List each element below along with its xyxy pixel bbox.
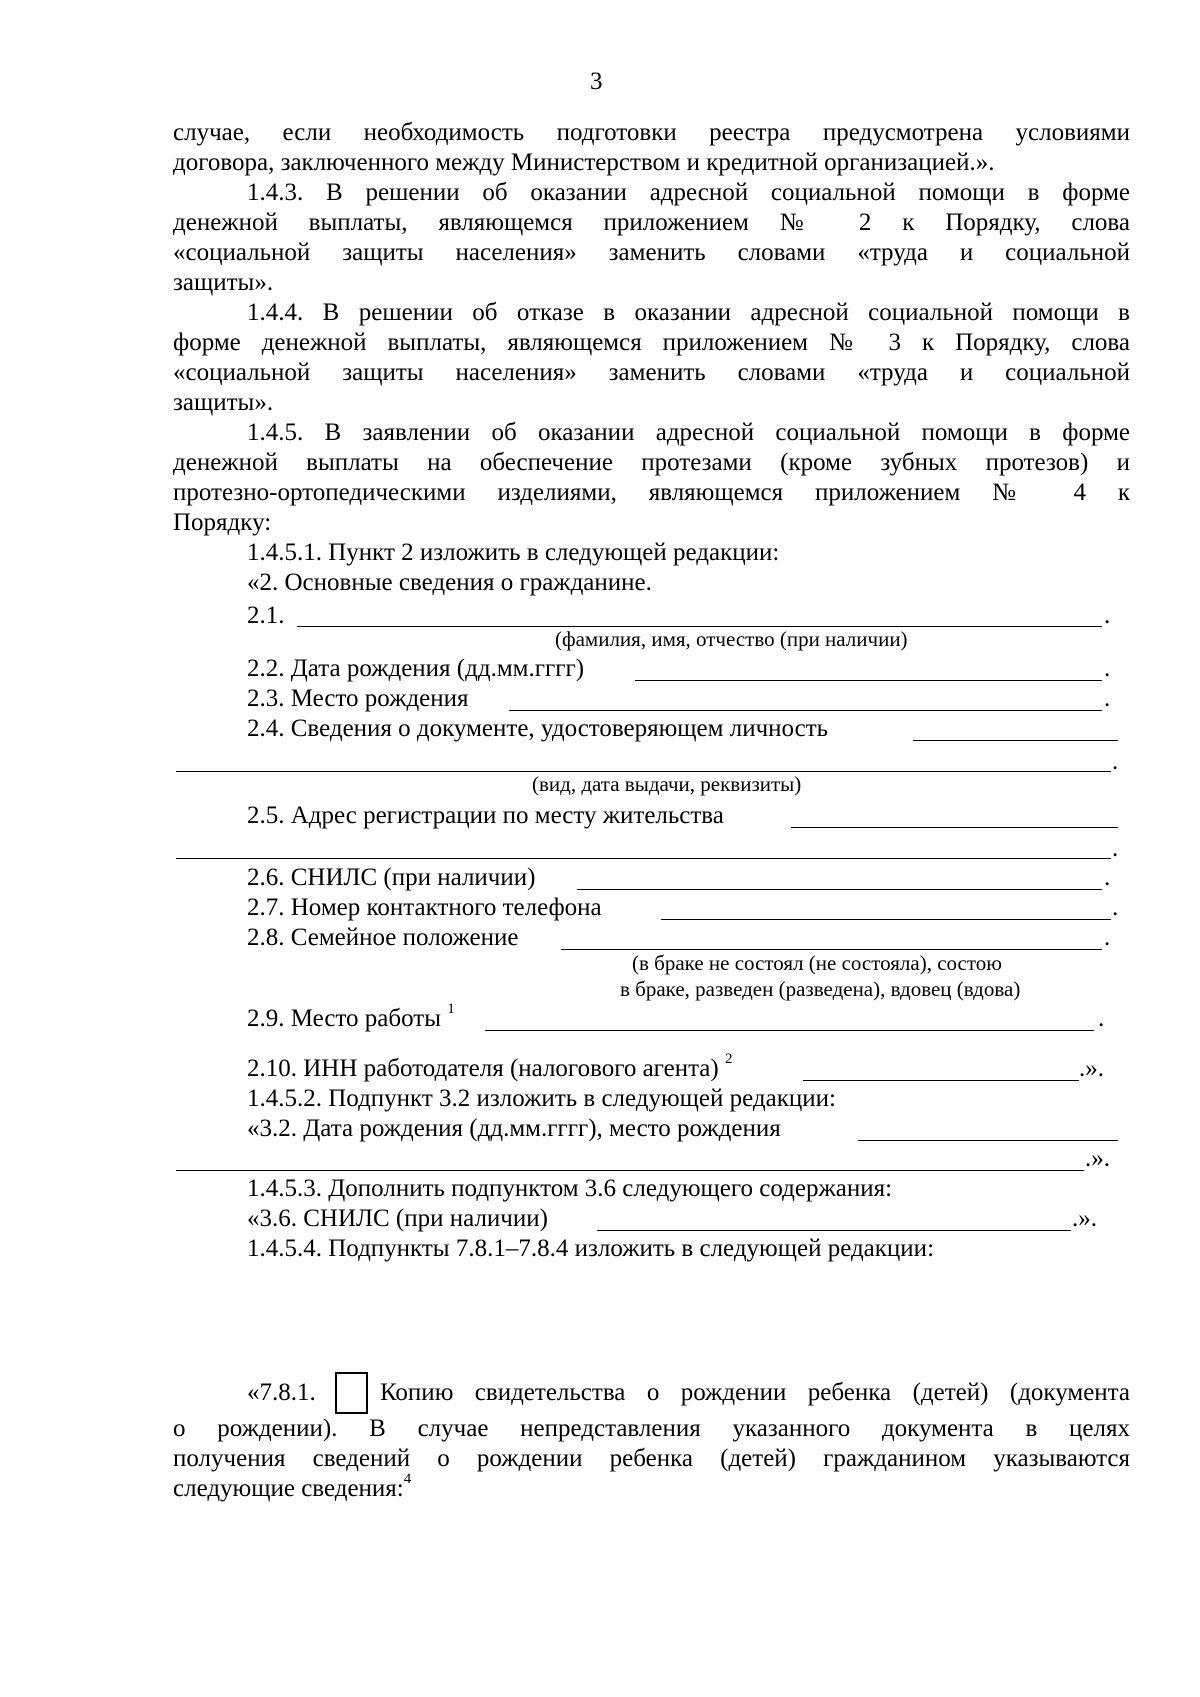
paragraph-line: 1.4.5.3. Дополнить подпунктом 3.6 следующего содержания: xyxy=(247,1175,893,1202)
paragraph-line: 1.4.5.2. Подпункт 3.2 изложить в следующей редакции: xyxy=(247,1085,836,1112)
period: . xyxy=(1112,748,1119,775)
paragraph-line: следующие сведения:$^4$ xyxy=(173,1470,412,1502)
period: . xyxy=(1112,894,1119,921)
paragraph-line: Порядку: xyxy=(173,509,272,536)
paragraph-line: «2. Основные сведения о гражданине. xyxy=(247,569,652,596)
footnote-ref: 1 xyxy=(447,1000,455,1017)
form-field-label: 2.8. Семейное положение xyxy=(247,924,519,951)
form-field-label: 2.6. СНИЛС (при наличии) xyxy=(247,864,536,891)
paragraph-line: протезно-ортопедическими изделиями, являющемся приложением № 4 к xyxy=(173,479,1130,506)
paragraph-line: договора, заключенного между Министерством и кредитной организацией.». xyxy=(173,149,995,176)
fill-line xyxy=(485,1030,1094,1031)
closing-quote: .». xyxy=(1072,1205,1097,1232)
field-caption: (в браке не состоял (не состояла), состою xyxy=(632,951,1002,975)
item-number: «7.8.1. xyxy=(247,1379,316,1406)
closing-quote: .». xyxy=(1085,1145,1110,1172)
form-field-label: 2.3. Место рождения xyxy=(247,685,469,712)
field-caption: (вид, дата выдачи, реквизиты) xyxy=(532,772,802,796)
fill-line xyxy=(858,1140,1118,1141)
form-field-label: 2.5. Адрес регистрации по месту жительства xyxy=(247,802,724,829)
paragraph-line: 1.4.5. В заявлении об оказании адресной социальной помощи в форме xyxy=(247,419,1130,446)
paragraph-line: 1.4.5.4. Подпункты 7.8.1–7.8.4 изложить в следующей редакции: xyxy=(247,1235,935,1262)
paragraph-line: 1.4.5.1. Пункт 2 изложить в следующей редакции: xyxy=(247,539,780,566)
paragraph-line: случае, если необходимость подготовки реестра предусмотрена условиями xyxy=(173,119,1130,146)
field-caption: (фамилия, имя, отчество (при наличии) xyxy=(555,627,908,651)
fill-line xyxy=(176,858,1111,859)
paragraph-line: форме денежной выплаты, являющемся приложением № 3 к Порядку, слова xyxy=(173,329,1130,356)
period: . xyxy=(1104,924,1111,951)
fill-line xyxy=(176,1170,1084,1171)
period: . xyxy=(1104,655,1111,682)
form-field-label: «3.2. Дата рождения (дд.мм.гггг), место рождения xyxy=(247,1115,781,1142)
form-field-label: 2.9. Место работы $^1$ xyxy=(247,1000,455,1032)
fill-line xyxy=(913,740,1118,741)
paragraph-line: денежной выплаты, являющемся приложением № 2 к Порядку, слова xyxy=(173,209,1130,236)
page-number: 3 xyxy=(590,68,603,95)
period: . xyxy=(1112,835,1119,862)
period: . xyxy=(1098,1005,1105,1032)
checkbox[interactable] xyxy=(335,1372,368,1414)
form-field-label: 2.10. ИНН работодателя (налогового агента) $^2$ xyxy=(247,1050,733,1082)
closing-quote: .». xyxy=(1079,1055,1104,1082)
fill-line xyxy=(791,827,1118,828)
form-field-label: «3.6. СНИЛС (при наличии) xyxy=(247,1205,548,1232)
fill-line xyxy=(803,1080,1079,1081)
fill-line xyxy=(635,680,1102,681)
fill-line xyxy=(509,710,1102,711)
form-field-label: 2.4. Сведения о документе, удостоверяющем личность xyxy=(247,715,829,742)
footnote-ref: 4 xyxy=(403,1470,412,1487)
field-caption: в браке, разведен (разведена), вдовец (вдова) xyxy=(620,977,1021,1001)
period: . xyxy=(1104,864,1111,891)
paragraph-line: Копию свидетельства о рождении ребенка (детей) (документа xyxy=(380,1379,1130,1406)
fill-line xyxy=(661,919,1111,920)
paragraph-line: денежной выплаты на обеспечение протезами (кроме зубных протезов) и xyxy=(173,449,1130,476)
footnote-ref: 2 xyxy=(724,1050,733,1067)
period: . xyxy=(1104,685,1111,712)
paragraph-line: получения сведений о рождении ребенка (детей) гражданином указываются xyxy=(173,1445,1130,1472)
paragraph-line: защиты». xyxy=(173,269,274,296)
form-field-label: 2.1. xyxy=(247,602,285,629)
paragraph-line: о рождении). В случае непредставления указанного документа в целях xyxy=(173,1415,1130,1442)
paragraph-line: «социальной защиты населения» заменить словами «труда и социальной xyxy=(173,239,1130,266)
paragraph-line: «социальной защиты населения» заменить словами «труда и социальной xyxy=(173,359,1130,386)
fill-line xyxy=(577,889,1102,890)
form-field-label: 2.2. Дата рождения (дд.мм.гггг) xyxy=(247,655,585,682)
period: . xyxy=(1104,602,1111,629)
form-field-label: 2.7. Номер контактного телефона xyxy=(247,894,602,921)
paragraph-line: 1.4.4. В решении об отказе в оказании адресной социальной помощи в xyxy=(247,299,1130,326)
fill-line xyxy=(597,1230,1071,1231)
paragraph-line: защиты». xyxy=(173,389,274,416)
paragraph-line: 1.4.3. В решении об оказании адресной социальной помощи в форме xyxy=(247,179,1130,206)
